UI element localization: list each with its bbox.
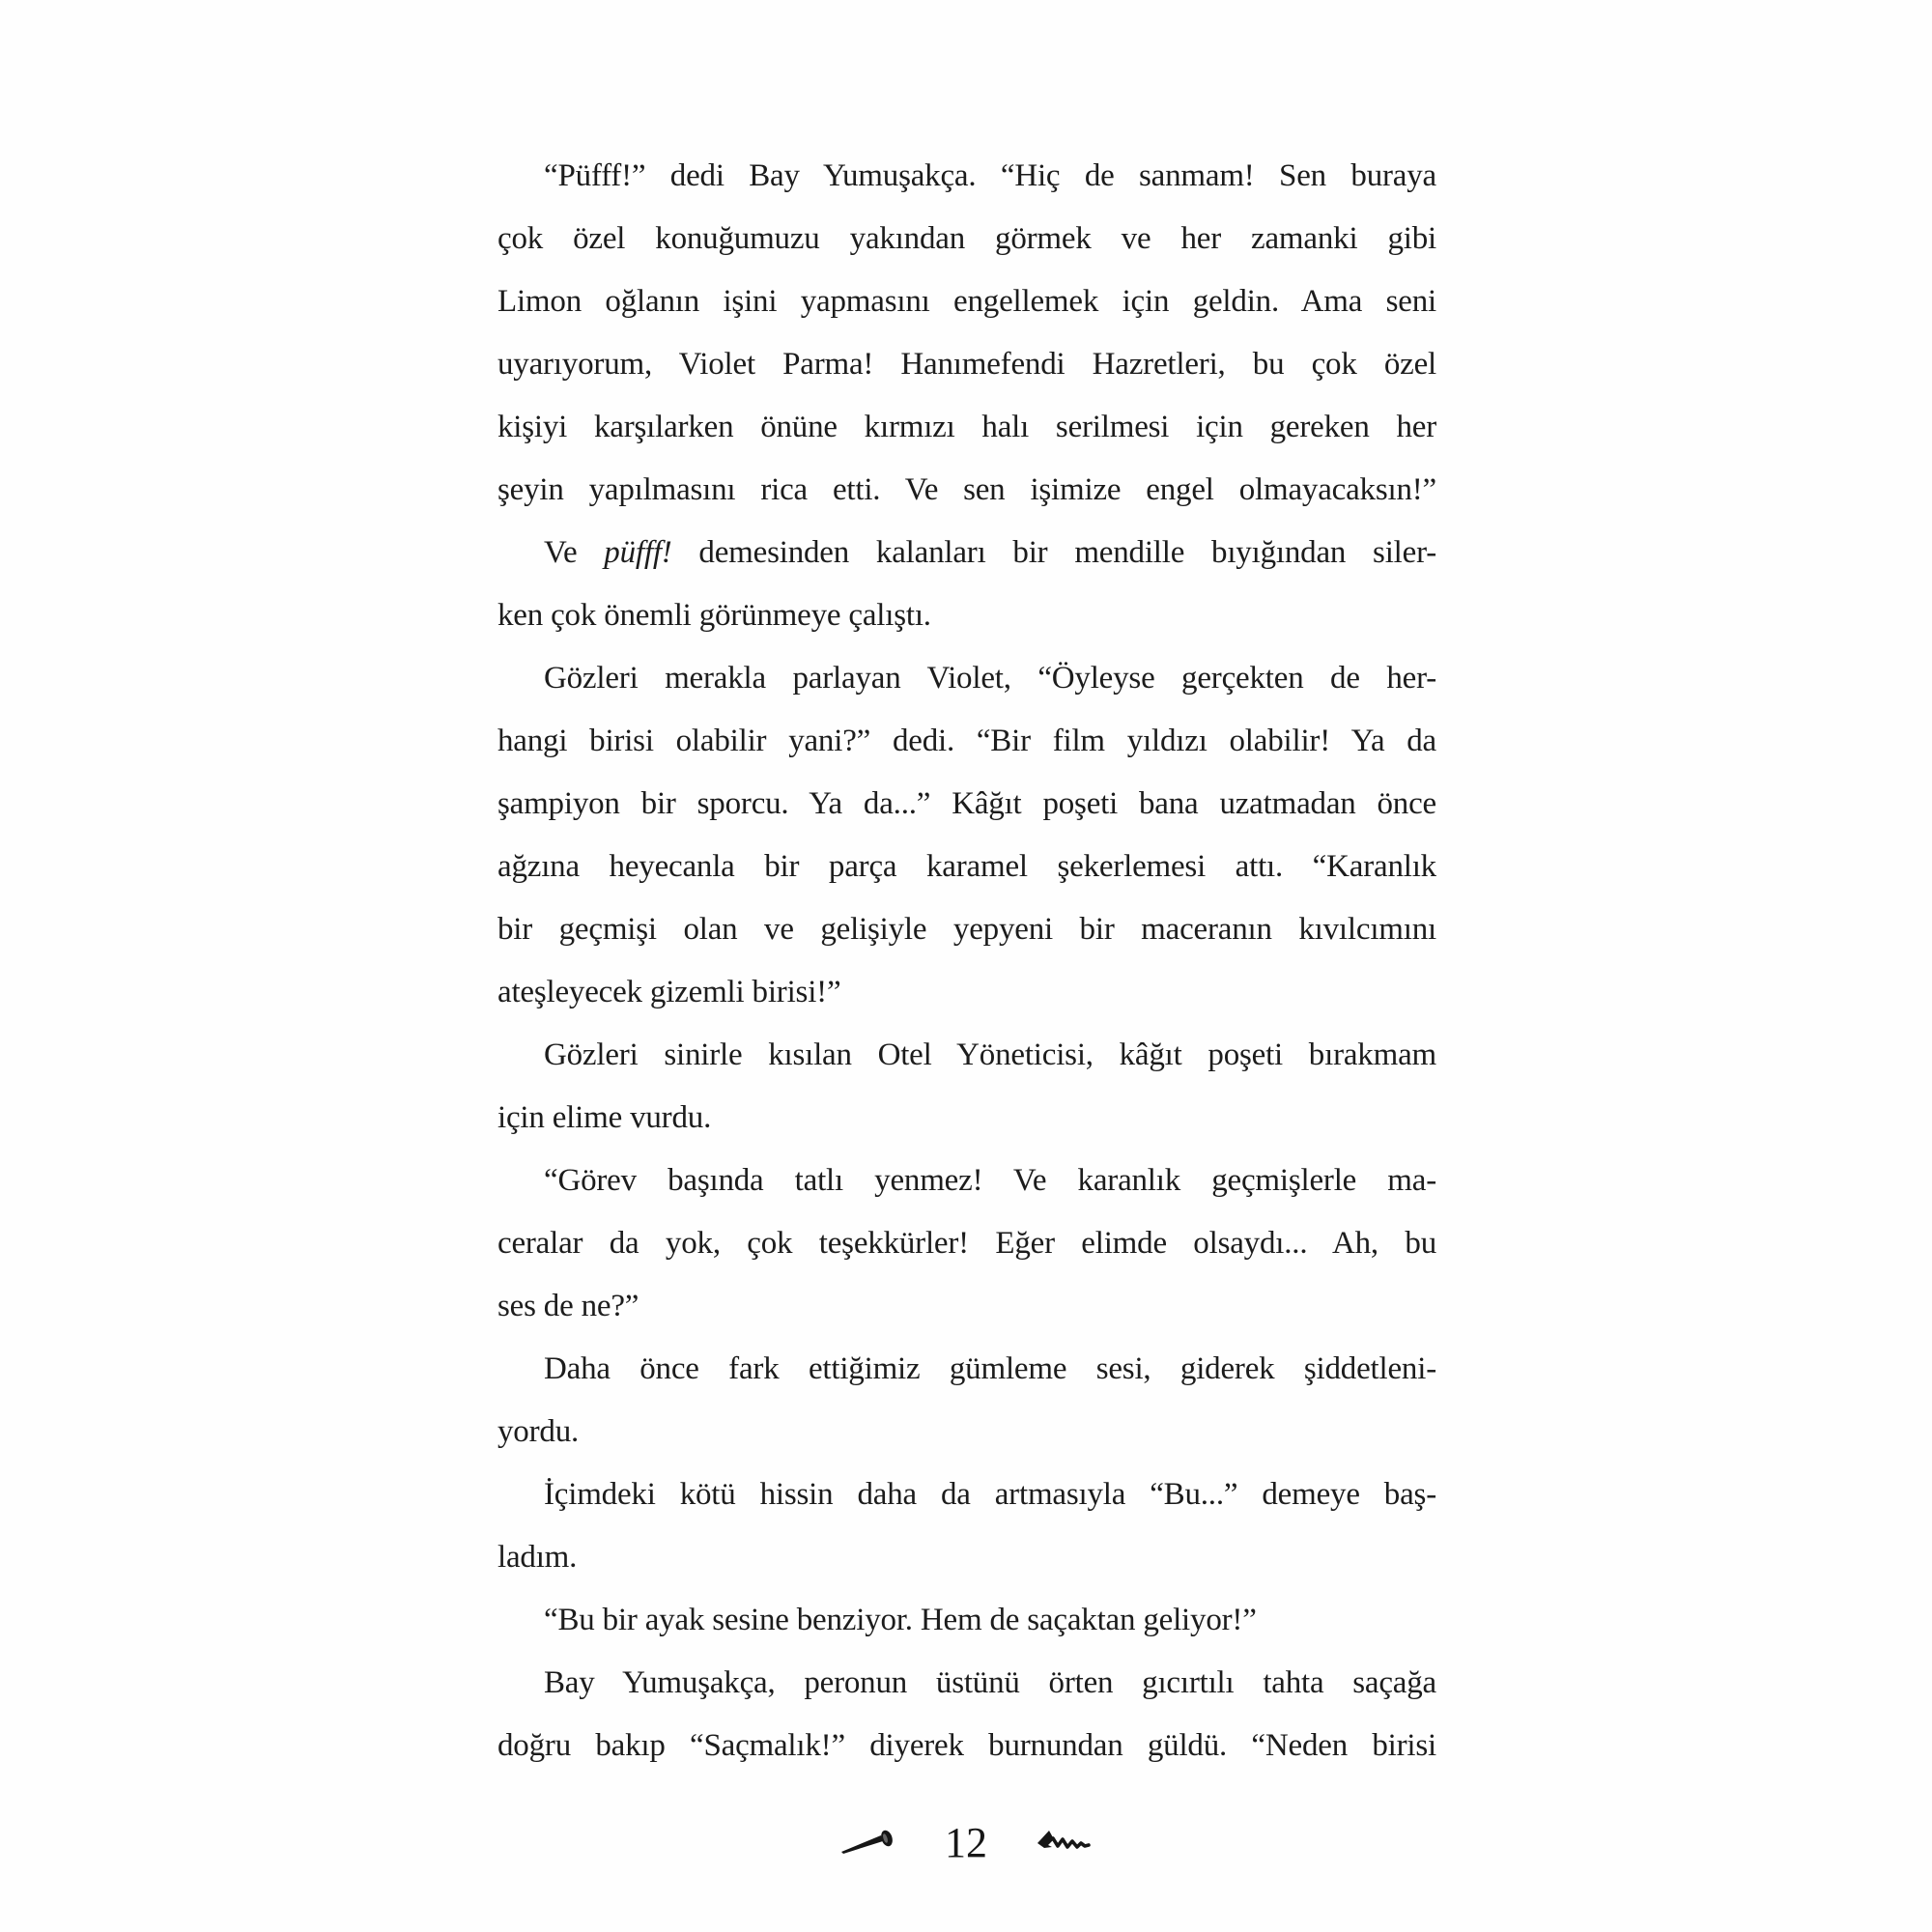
text-line: şampiyon bir sporcu. Ya da...” Kâğıt poşeti bana uzatmadan önce [497,786,1436,821]
text-line: “Püfff!” dedi Bay Yumuşakça. “Hiç de sanmam! Sen buraya [544,158,1436,193]
page-number: 12 [945,1819,987,1866]
text-line: ken çok önemli görünmeye çalıştı. [497,598,931,633]
text-segment: demesinden kalanları bir mendille bıyığından siler- [671,535,1436,570]
text-line: için elime vurdu. [497,1100,712,1135]
text-line: ceralar da yok, çok teşekkürler! Eğer elimde olsaydı... Ah, bu [497,1226,1436,1261]
text-line: Daha önce fark ettiğimiz gümleme sesi, giderek şiddetleni- [544,1351,1436,1386]
text-line: Gözleri sinirle kısılan Otel Yöneticisi, kâğıt poşeti bırakmam [544,1037,1436,1072]
text-line: Gözleri merakla parlayan Violet, “Öyleyse gerçekten de her- [544,661,1436,696]
text-line: “Bu bir ayak sesine benziyor. Hem de saçaktan geliyor!” [544,1603,1257,1637]
text-line: Limon oğlanın işini yapmasını engellemek için geldin. Ama seni [497,284,1436,319]
text-line: Bay Yumuşakça, peronun üstünü örten gıcırtılı tahta saçağa [544,1665,1436,1700]
nail-icon [840,1829,896,1858]
text-line: şeyin yapılmasını rica etti. Ve sen işimize engel olmayacaksın!” [497,472,1436,507]
text-line: ateşleyecek gizemli birisi!” [497,975,841,1009]
text-line [497,522,1436,584]
text-line: ses de ne?” [497,1289,639,1323]
text-line: ladım. [497,1540,578,1575]
italic-word: püfff! [604,535,672,570]
text-line: doğru bakıp “Saçmalık!” diyerek burnundan güldü. “Neden birisi [497,1728,1436,1763]
text-line: çok özel konuğumuzu yakından görmek ve her zamanki gibi [497,221,1436,256]
text-line: İçimdeki kötü hissin daha da artmasıyla “Bu...” demeye baş- [544,1477,1436,1512]
screw-icon [1036,1829,1092,1858]
text-segment: Ve [544,535,605,570]
text-line: ağzına heyecanla bir parça karamel şekerlemesi attı. “Karanlık [497,849,1436,884]
text-line: hangi birisi olabilir yani?” dedi. “Bir film yıldızı olabilir! Ya da [497,724,1436,758]
text-line: yordu. [497,1414,580,1449]
text-line: kişiyi karşılarken önüne kırmızı halı serilmesi için gereken her [497,410,1436,444]
text-line: uyarıyorum, Violet Parma! Hanımefendi Hazretleri, bu çok özel [497,347,1436,382]
text-line: bir geçmişi olan ve gelişiyle yepyeni bir maceranın kıvılcımını [497,912,1436,947]
page-footer [0,1818,1932,1868]
body-text [497,145,1436,1777]
text-line: “Görev başında tatlı yenmez! Ve karanlık geçmişlerle ma- [544,1163,1436,1198]
